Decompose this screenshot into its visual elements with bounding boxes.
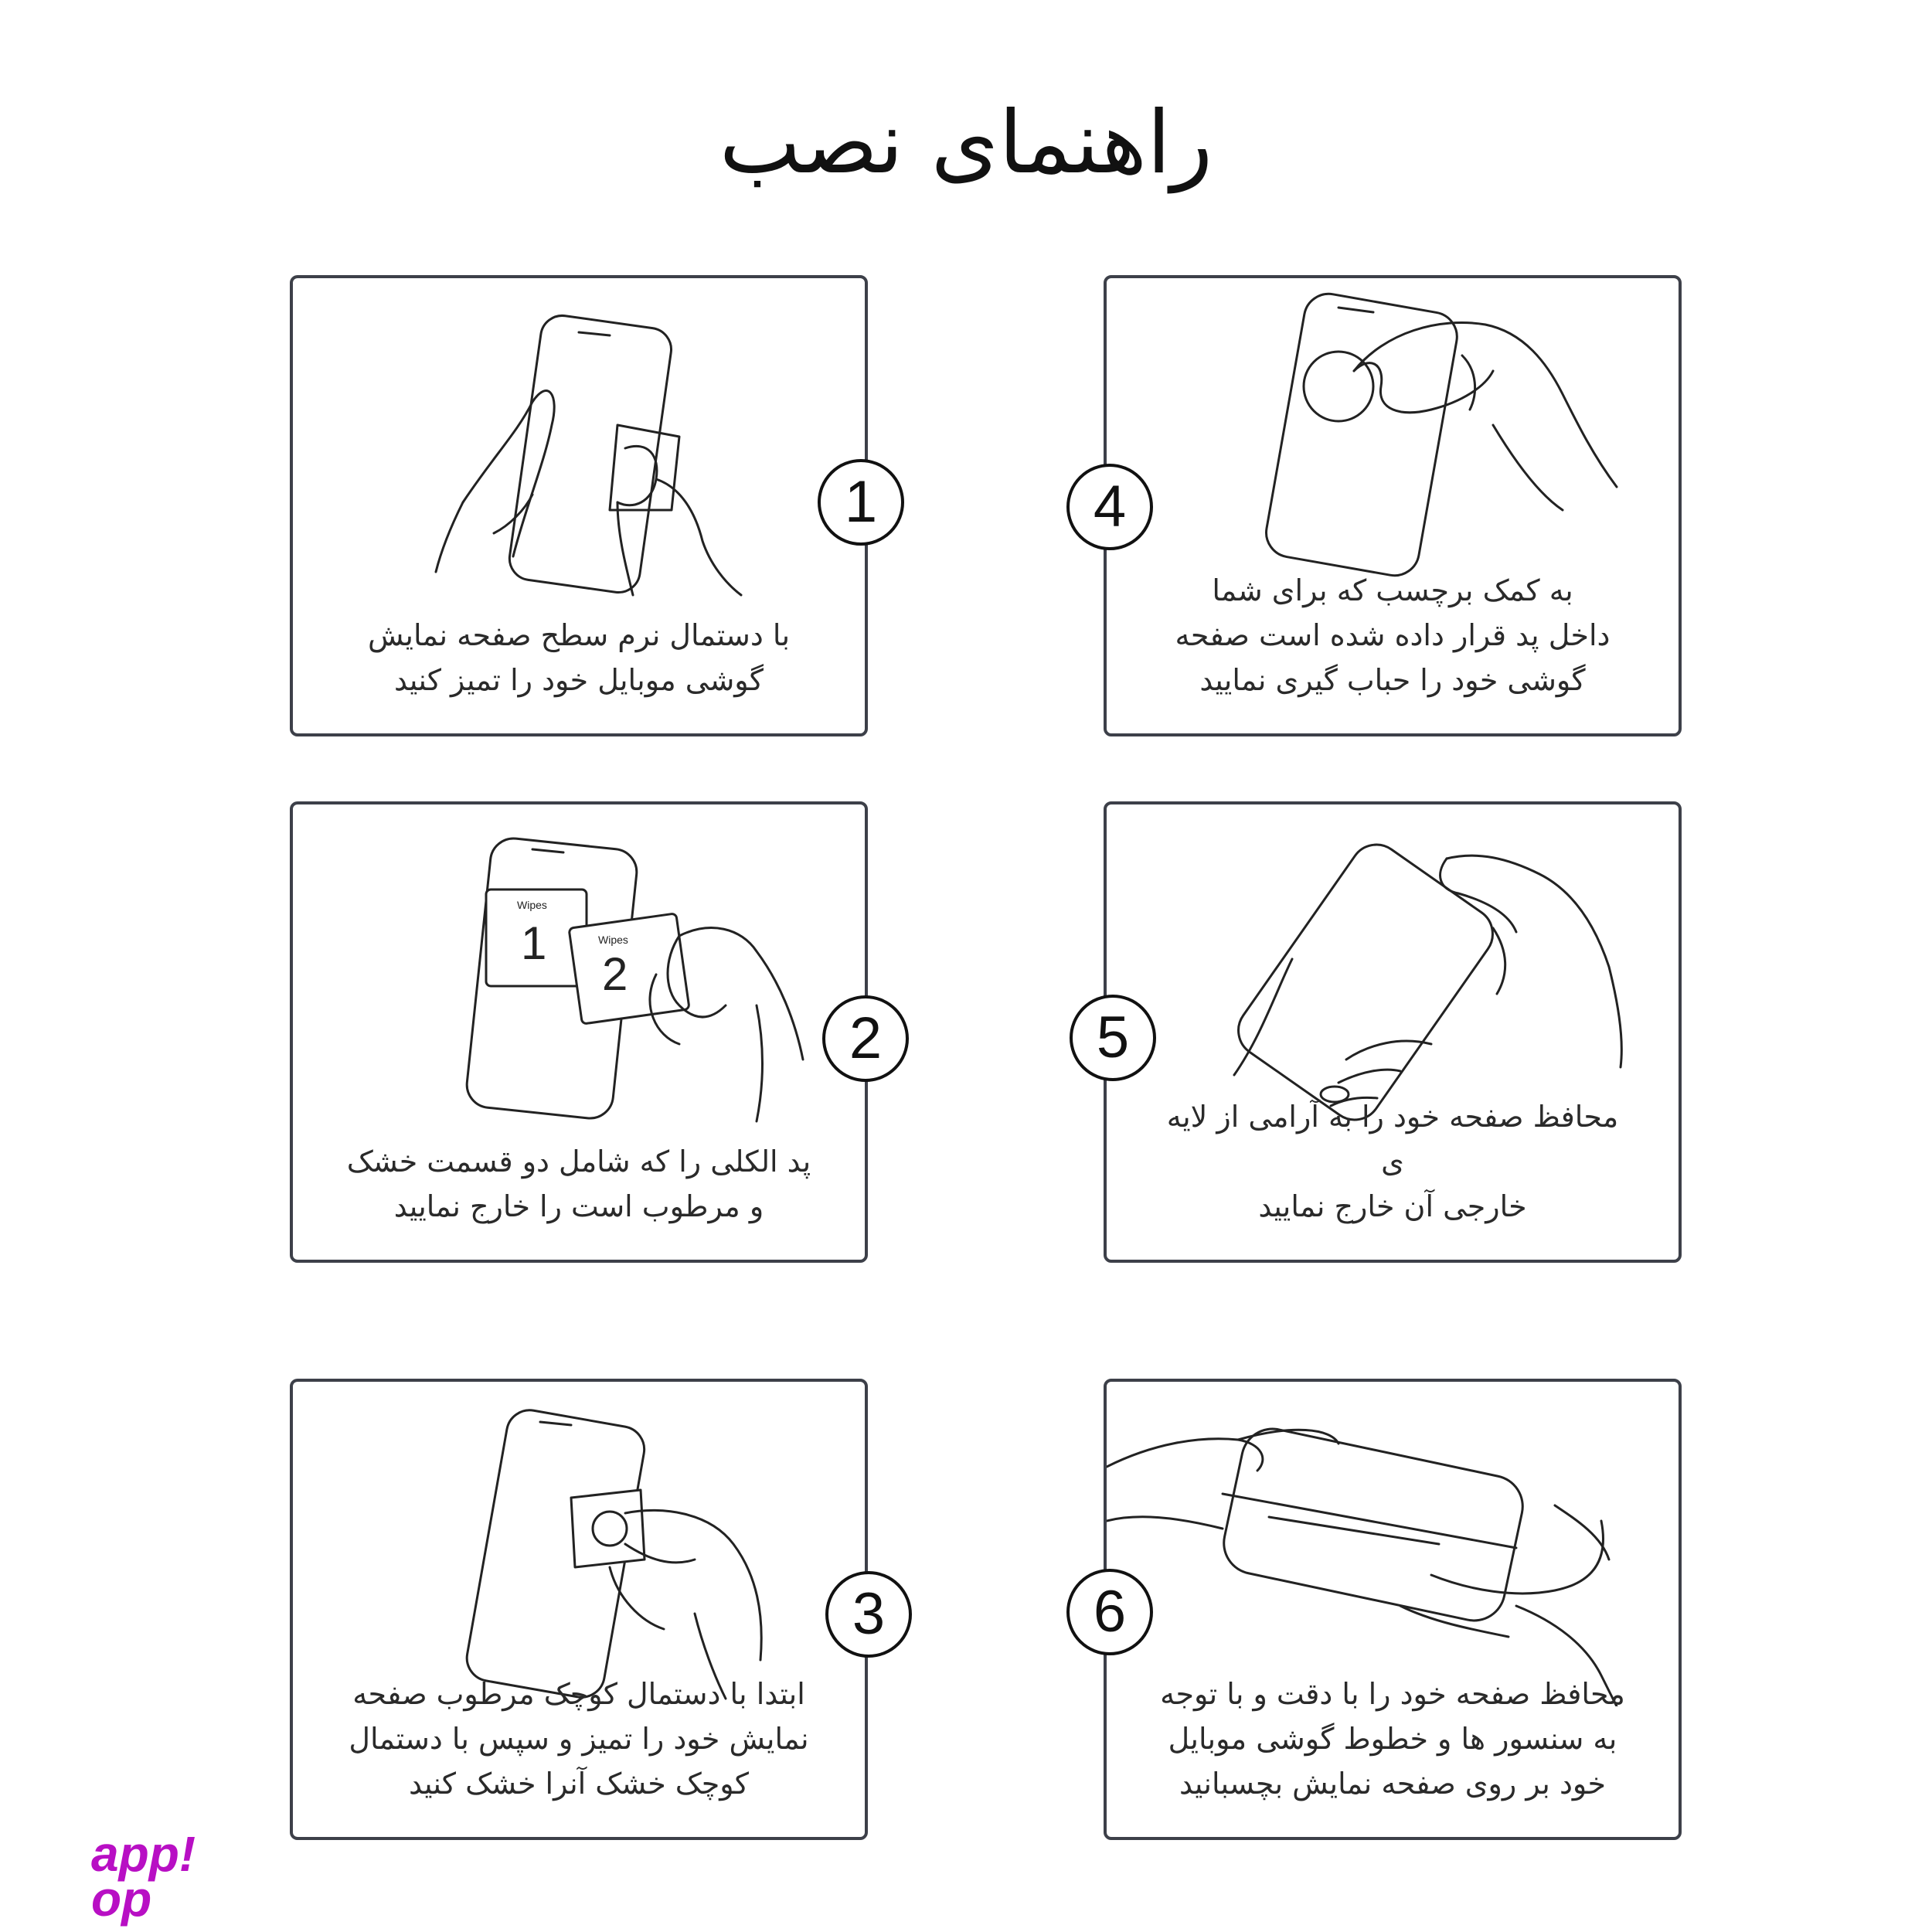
apply-protector-illustration <box>1107 1382 1679 1706</box>
brand-logo: app! op <box>91 1832 196 1927</box>
step-number-1: 1 <box>818 459 904 546</box>
step-number-6: 6 <box>1066 1569 1153 1655</box>
step-number-3: 3 <box>825 1571 912 1658</box>
bubble-sticker-illustration <box>1107 278 1679 603</box>
step-number-4: 4 <box>1066 464 1153 550</box>
alcohol-pad-illustration <box>293 804 865 1129</box>
step-card-4 <box>1104 275 1682 736</box>
step-caption-5: محافظ صفحه خود را به آرامی از لایه ی خارجی آن خارج نمایید <box>1166 1100 1619 1223</box>
step-card-6 <box>1104 1379 1682 1840</box>
peel-film-illustration <box>1107 804 1679 1129</box>
clean-small-cloth-illustration <box>293 1382 865 1706</box>
step-number-2: 2 <box>822 995 909 1082</box>
svg-text:Wipes: Wipes <box>598 934 628 946</box>
svg-text:1: 1 <box>521 917 547 969</box>
page-title: راهنمای نصب <box>719 93 1213 193</box>
step-caption-1: با دستمال نرم سطح صفحه نمایش گوشی موبایل خود را تمیز کنید <box>367 618 791 697</box>
step-caption-2: پد الکلی را که شامل دو قسمت خشک و مرطوب است را خارج نمایید <box>346 1145 811 1223</box>
step-number-5: 5 <box>1070 995 1156 1081</box>
svg-text:Wipes: Wipes <box>517 899 547 911</box>
phone-wipe-cloth-illustration <box>293 278 865 603</box>
step-caption-6: محافظ صفحه خود را با دقت و با توجه به سنسور ها و خطوط گوشی موبایل خود بر روی صفحه نمایش بچسبانید <box>1160 1677 1625 1801</box>
svg-text:2: 2 <box>602 948 628 1000</box>
step-caption-3: ابتدا با دستمال کوچک مرطوب صفحه نمایش خود را تمیز و سپس با دستمال کوچک خشک آنرا خشک کنید <box>349 1677 809 1801</box>
step-card-2 <box>290 801 868 1263</box>
step-card-5 <box>1104 801 1682 1263</box>
step-card-3 <box>290 1379 868 1840</box>
step-caption-4: به کمک برچسب که برای شما داخل پد قرار داده شده است صفحه گوشی خود را حباب گیری نمایید <box>1175 573 1611 697</box>
step-card-1 <box>290 275 868 736</box>
